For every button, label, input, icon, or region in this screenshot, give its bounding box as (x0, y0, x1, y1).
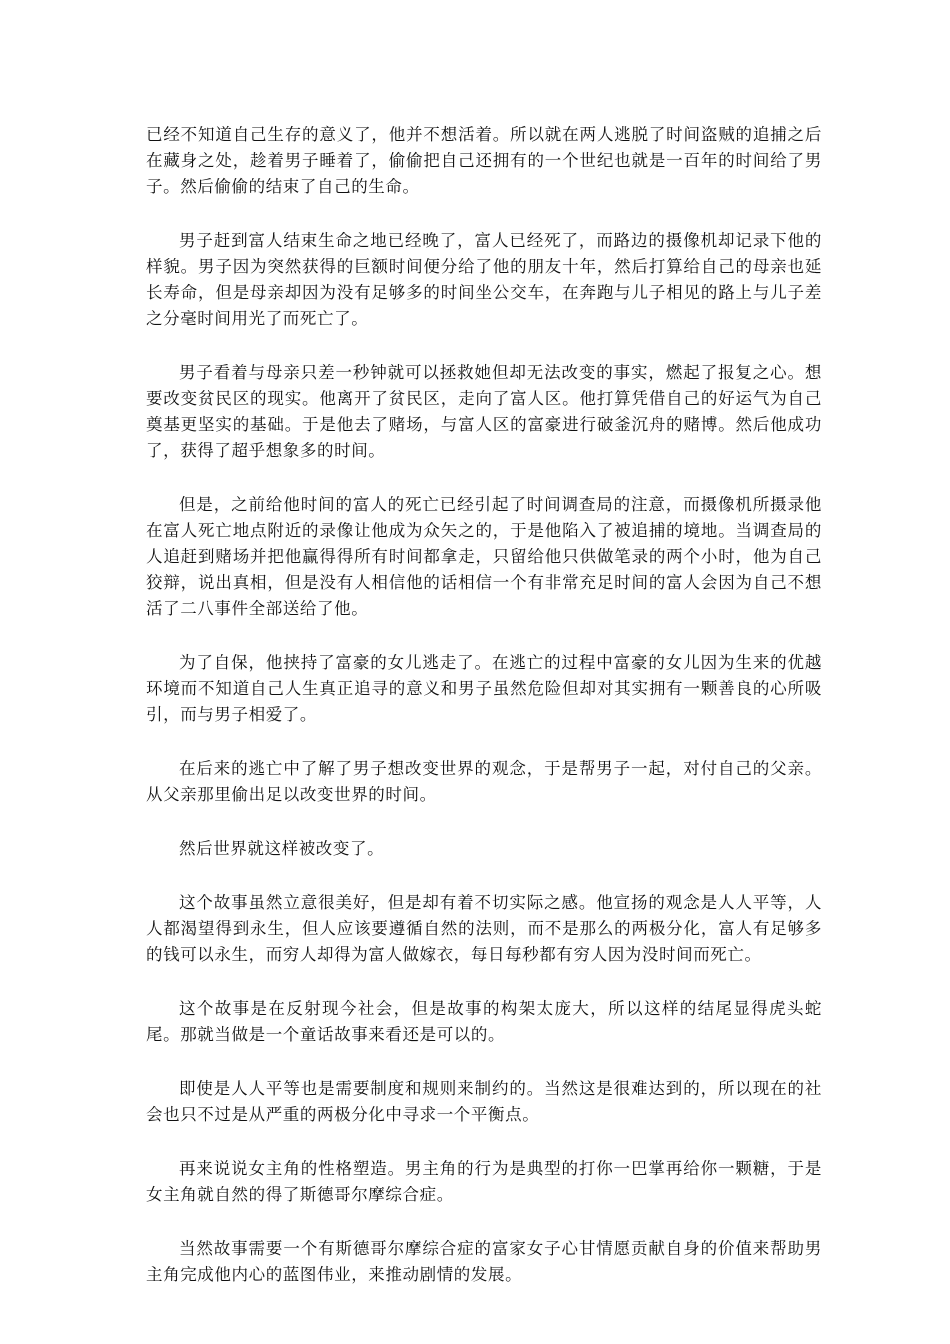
paragraph-2: 男子赶到富人结束生命之地已经晚了，富人已经死了，而路边的摄像机却记录下他的样貌。男子因为突然获得的巨额时间便分给了他的朋友十年，然后打算给自己的母亲也延长寿命，但是母亲却因为没有足够多的时间坐公交车，在奔跑与儿子相见的路上与儿子差之分毫时间用光了而死亡了。 (146, 231, 822, 328)
paragraph-9: 这个故事是在反射现今社会，但是故事的构架太庞大，所以这样的结尾显得虎头蛇尾。那就当做是一个童话故事来看还是可以的。 (146, 999, 822, 1044)
document-page (146, 122, 822, 1316)
paragraph-10: 即使是人人平等也是需要制度和规则来制约的。当然这是很难达到的，所以现在的社会也只不过是从严重的两极分化中寻求一个平衡点。 (146, 1079, 822, 1124)
paragraph-3: 男子看着与母亲只差一秒钟就可以拯救她但却无法改变的事实，燃起了报复之心。想要改变贫民区的现实。他离开了贫民区，走向了富人区。他打算凭借自己的好运气为自己奠基更坚实的基础。于是他去了赌场，与富人区的富豪进行破釜沉舟的赌博。然后他成功了，获得了超乎想象多的时间。 (146, 363, 822, 460)
paragraph-5: 为了自保，他挟持了富豪的女儿逃走了。在逃亡的过程中富豪的女儿因为生来的优越环境而不知道自己人生真正追寻的意义和男子虽然危险但却对其实拥有一颗善良的心所吸引，而与男子相爱了。 (146, 653, 822, 724)
paragraph-4: 但是，之前给他时间的富人的死亡已经引起了时间调查局的注意，而摄像机所摄录他在富人死亡地点附近的录像让他成为众矢之的，于是他陷入了被追捕的境地。当调查局的人追赶到赌场并把他赢得得所有时间都拿走，只留给他只供做笔录的两个小时，他为自己狡辩，说出真相，但是没有人相信他的话相信一个有非常充足时间的富人会因为自己不想活了二八事件全部送给了他。 (146, 495, 822, 618)
paragraph-6: 在后来的逃亡中了解了男子想改变世界的观念，于是帮男子一起，对付自己的父亲。从父亲那里偷出足以改变世界的时间。 (146, 759, 822, 804)
paragraph-11: 再来说说女主角的性格塑造。男主角的行为是典型的打你一巴掌再给你一颗糖，于是女主角就自然的得了斯德哥尔摩综合症。 (146, 1159, 822, 1204)
paragraph-7: 然后世界就这样被改变了。 (179, 839, 385, 858)
paragraph-1: 已经不知道自己生存的意义了，他并不想活着。所以就在两人逃脱了时间盗贼的追捕之后在藏身之处，趁着男子睡着了，偷偷把自己还拥有的一个世纪也就是一百年的时间给了男子。然后偷偷的结束了自己的生命。 (146, 125, 822, 196)
paragraph-8: 这个故事虽然立意很美好，但是却有着不切实际之感。他宣扬的观念是人人平等，人人都渴望得到永生，但人应该要遵循自然的法则，而不是那么的两极分化，富人有足够多的钱可以永生，而穷人却得为富人做嫁衣，每日每秒都有穷人因为没时间而死亡。 (146, 893, 822, 964)
paragraph-12: 当然故事需要一个有斯德哥尔摩综合症的富家女子心甘情愿贡献自身的价值来帮助男主角完成他内心的蓝图伟业，来推动剧情的发展。 (146, 1239, 822, 1284)
